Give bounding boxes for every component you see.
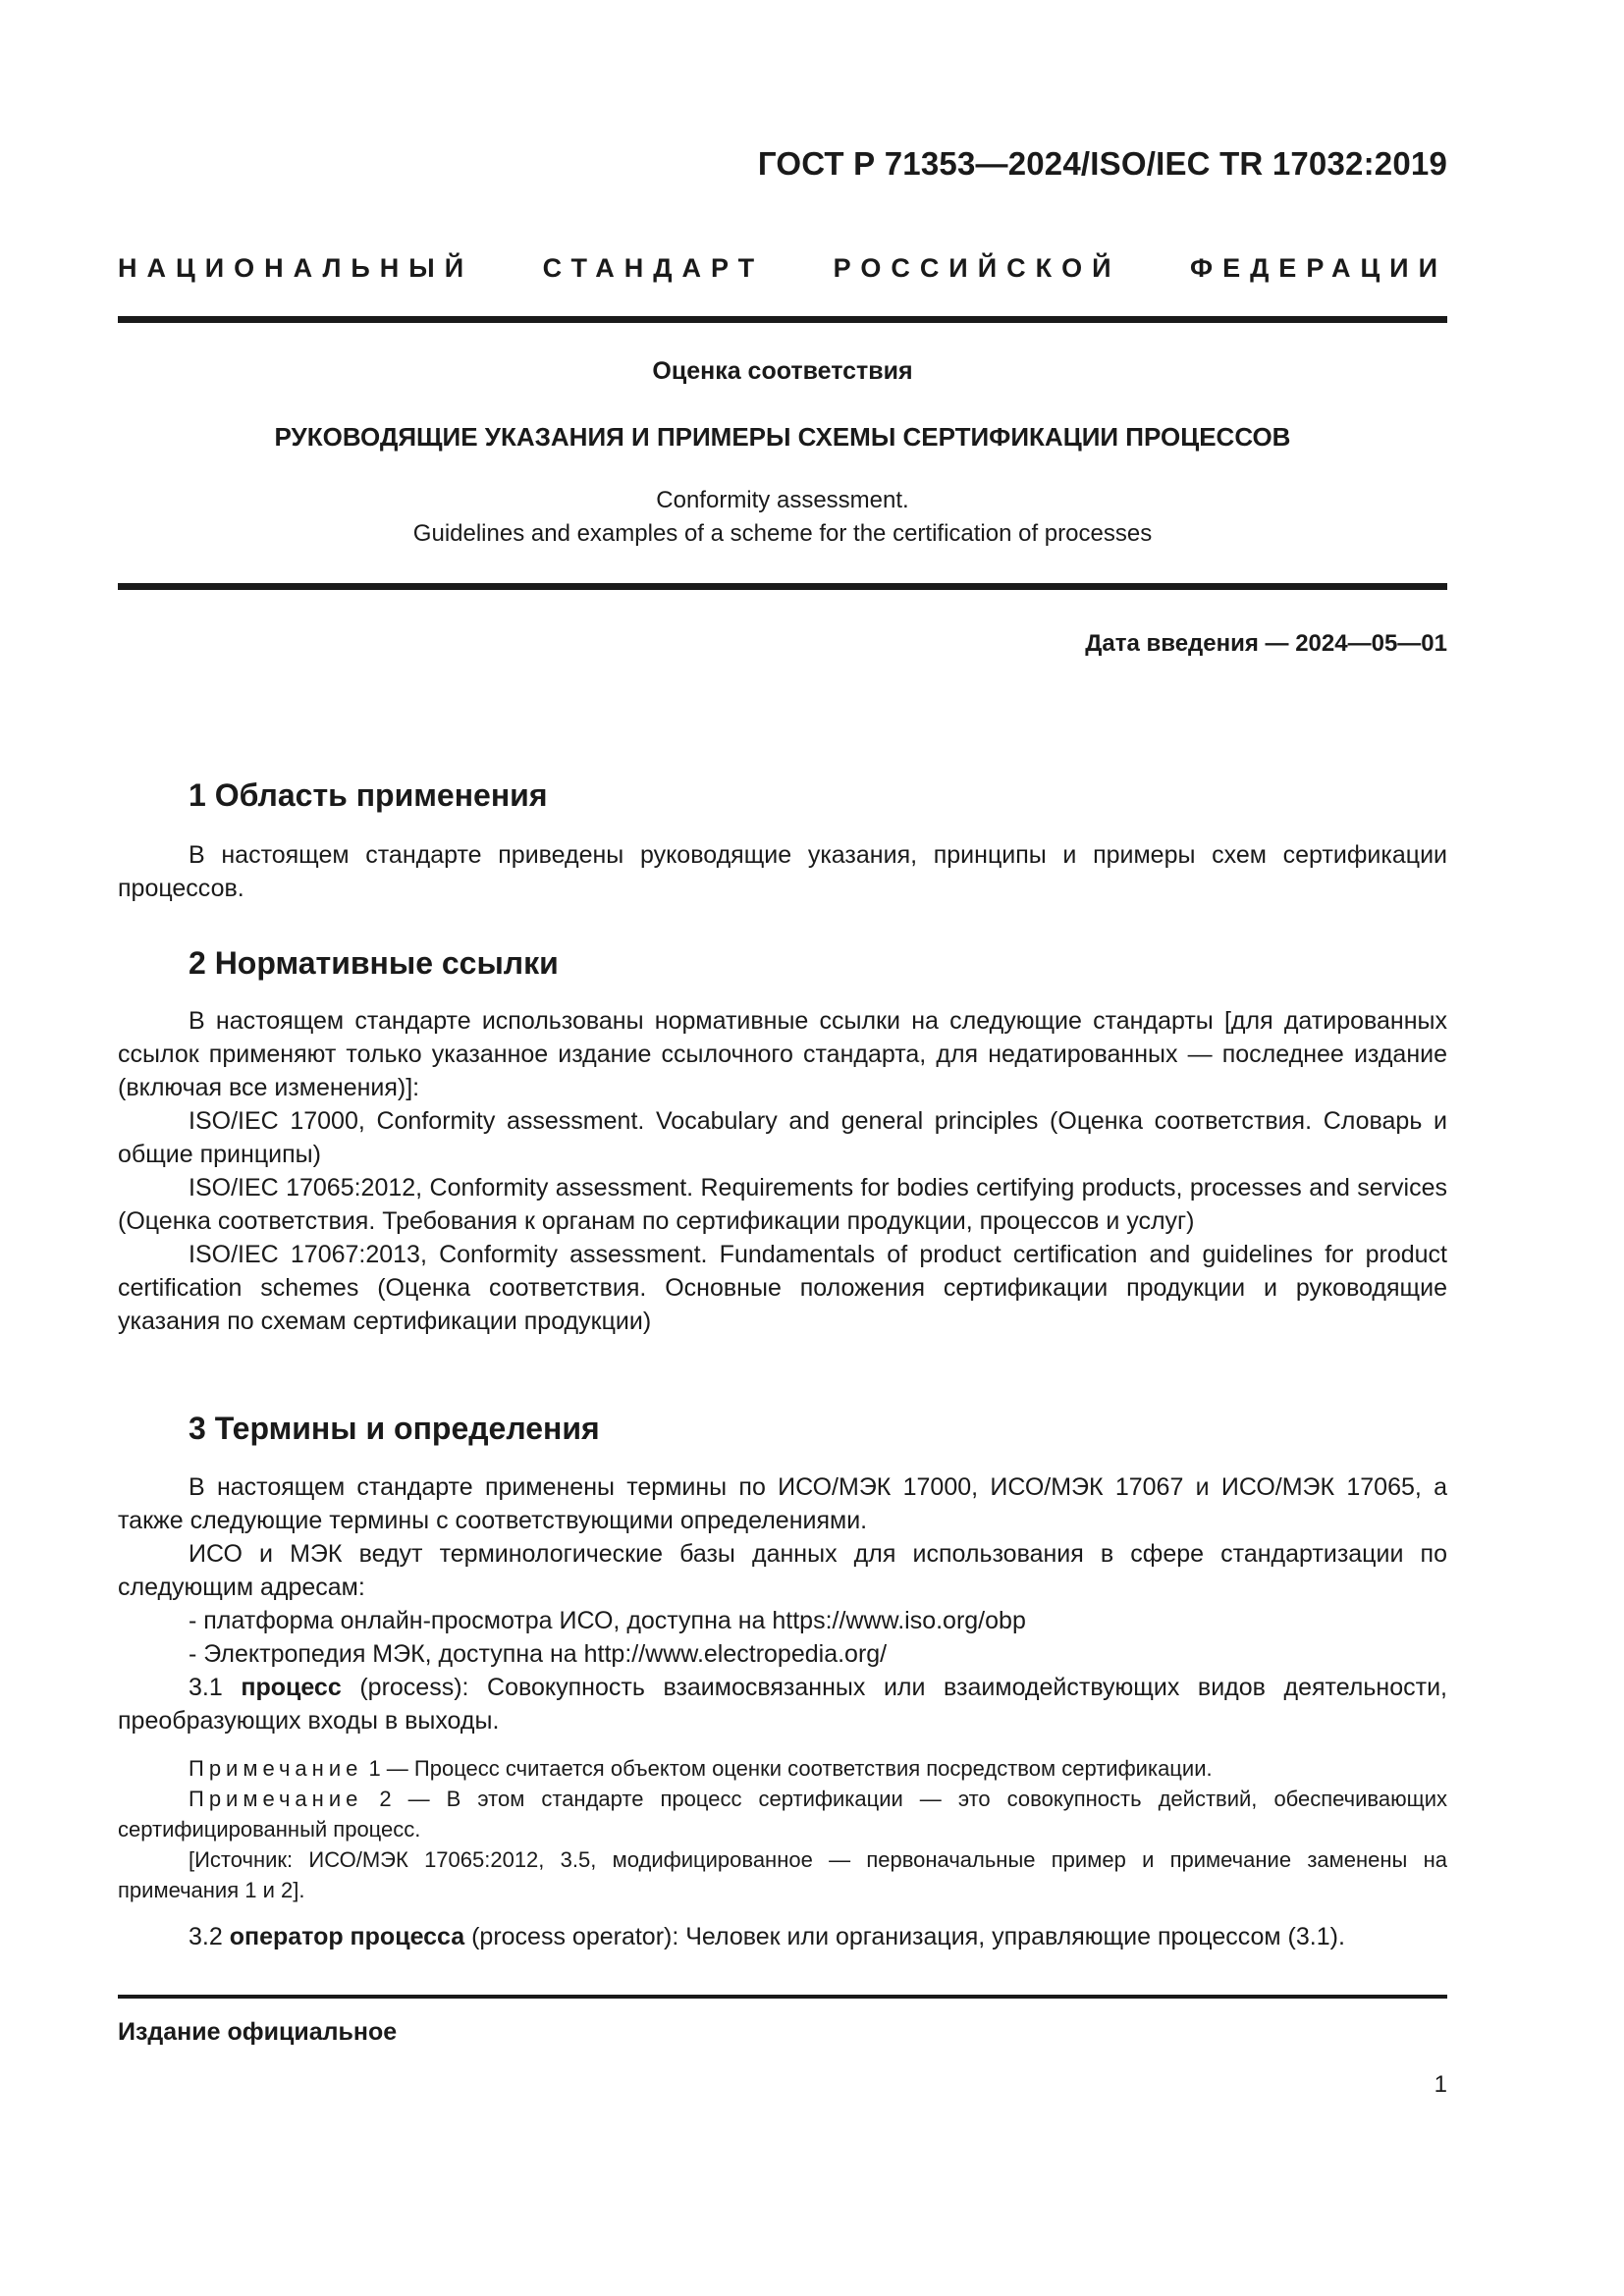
official-edition-label: Издание официальное — [118, 2018, 398, 2046]
page-number: 1 — [1434, 2071, 1447, 2098]
note-2 — [118, 1784, 1447, 1844]
group-title: Оценка соответствия — [652, 357, 913, 385]
section-2-body — [118, 1004, 1447, 1338]
section-1-title: 1 Область применения — [189, 777, 548, 813]
section-3-title: 3 Термины и определения — [189, 1411, 600, 1446]
term-3-2-definition: (process operator): Человек или организация, управляющие процессом (3.1). — [464, 1923, 1345, 1950]
section-3-paragraph-1: В настоящем стандарте применены термины по ИСО/МЭК 17000, ИСО/МЭК 17067 и ИСО/МЭК 17065, а также следующие термины с соответствующими определениями. — [118, 1473, 1447, 1534]
address-iso-obp: - платформа онлайн-просмотра ИСО, доступна на https://www.iso.org/obp — [189, 1607, 1026, 1634]
notes-block — [118, 1753, 1447, 1905]
note-2-label: Примечание — [189, 1787, 363, 1811]
note-1 — [118, 1753, 1447, 1784]
note-2-text: 2 — В этом стандарте процесс сертификации — это совокупность действий, обеспечивающих сертифицированный процесс. — [118, 1787, 1447, 1842]
introduction-date: Дата введения — 2024—05—01 — [1085, 630, 1447, 657]
term-3-2-block — [118, 1920, 1447, 1953]
section-3-body — [118, 1470, 1447, 1737]
national-standard-banner: НАЦИОНАЛЬНЫЙ СТАНДАРТ РОССИЙСКОЙ ФЕДЕРАЦИИ — [118, 253, 1447, 283]
english-title — [118, 484, 1447, 551]
source-note: [Источник: ИСО/МЭК 17065:2012, 3.5, модифицированное — первоначальные пример и примечание заменены на примечания 1 и 2]. — [118, 1847, 1447, 1902]
term-3-2-number: 3.2 — [189, 1923, 230, 1950]
reference-iso-17065: ISO/IEC 17065:2012, Conformity assessment. Requirements for bodies certifying products, processes and services (Оценка соответствия. Требования к органам по сертификации продукции, процессов и услуг) — [118, 1174, 1447, 1235]
top-rule — [118, 316, 1447, 323]
term-3-1-term: процесс — [241, 1674, 342, 1701]
title-rule — [118, 583, 1447, 590]
english-title-line2: Guidelines and examples of a scheme for the certification of processes — [412, 520, 1153, 547]
standard-designation: ГОСТ Р 71353—2024/ISO/IEC TR 17032:2019 — [757, 145, 1447, 182]
term-3-2-term: оператор процесса — [229, 1923, 465, 1950]
section-1-paragraph: В настоящем стандарте приведены руководящие указания, принципы и примеры схем сертификации процессов. — [118, 841, 1447, 902]
section-1-body — [118, 838, 1447, 905]
main-title: РУКОВОДЯЩИЕ УКАЗАНИЯ И ПРИМЕРЫ СХЕМЫ СЕРТИФИКАЦИИ ПРОЦЕССОВ — [274, 422, 1291, 452]
term-3-2 — [118, 1920, 1447, 1953]
section-3-paragraph-2: ИСО и МЭК ведут терминологические базы данных для использования в сфере стандартизации по следующим адресам: — [118, 1540, 1447, 1601]
reference-iso-17000: ISO/IEC 17000, Conformity assessment. Vocabulary and general principles (Оценка соответствия. Словарь и общие принципы) — [118, 1107, 1447, 1168]
footer-rule — [118, 1995, 1447, 1999]
term-3-1-number: 3.1 — [189, 1674, 242, 1701]
term-3-1 — [118, 1671, 1447, 1737]
term-3-1-definition: (process): Совокупность взаимосвязанных или взаимодействующих видов деятельности, преобразующих входы в выходы. — [118, 1674, 1447, 1735]
section-2-paragraph: В настоящем стандарте использованы нормативные ссылки на следующие стандарты [для датированных ссылок применяют только указанное издание ссылочного стандарта, для недатированных — последнее издание (включая все изменения)]: — [118, 1007, 1447, 1101]
note-1-text: 1 — Процесс считается объектом оценки соответствия посредством сертификации. — [362, 1756, 1213, 1781]
reference-iso-17067: ISO/IEC 17067:2013, Conformity assessment. Fundamentals of product certification and guidelines for product certification schemes (Оценка соответствия. Основные положения сертификации продукции и руководящие указания по схемам сертификации продукции) — [118, 1241, 1447, 1335]
english-title-line1: Conformity assessment. — [656, 487, 909, 513]
address-electropedia: - Электропедия МЭК, доступна на http://www.electropedia.org/ — [189, 1640, 888, 1668]
note-1-label: Примечание — [189, 1756, 363, 1781]
section-2-title: 2 Нормативные ссылки — [189, 945, 559, 981]
